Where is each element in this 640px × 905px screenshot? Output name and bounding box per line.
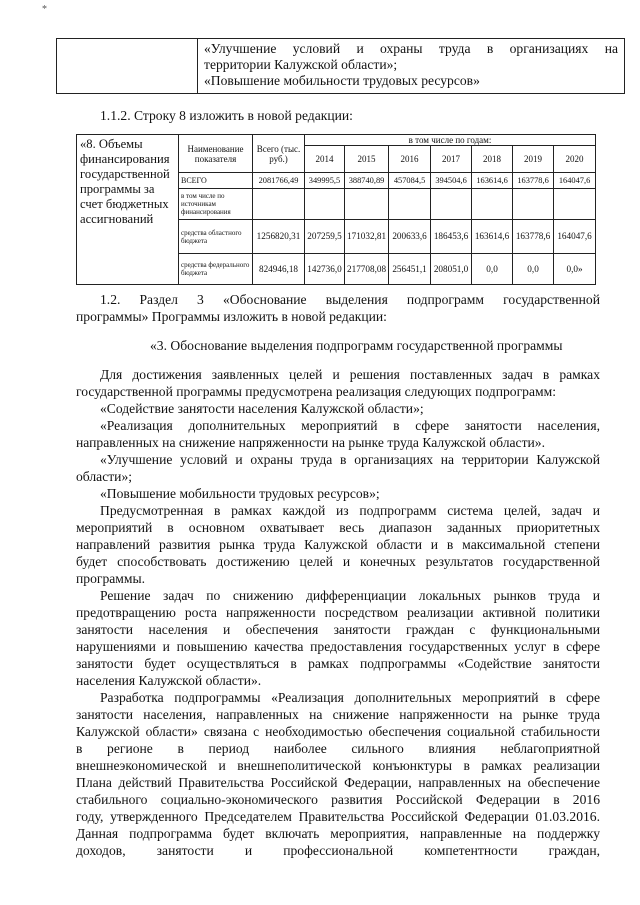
cell-value — [305, 189, 345, 220]
cell-value: 164047,6 — [554, 220, 596, 254]
continuation-line-3: «Повышение мобильности трудовых ресурсов» — [204, 73, 480, 88]
body-line: мероприятий в основном охватывает весь диапазон заданных приоритетных — [76, 520, 600, 535]
cell-value: 163614,6 — [472, 220, 513, 254]
body-line: Для достижения заявленных целей и решения поставленных задач в рамках — [100, 367, 600, 382]
body-line: Предусмотренная в рамках каждой из подпрограмм система целей, задач и — [100, 503, 600, 518]
body-line: предотвращению роста напряженности посредством реализации активной политики — [76, 605, 600, 620]
body-line: области»; — [76, 469, 133, 484]
header-total: Всего (тыс. руб.) — [253, 135, 305, 173]
cell-value: 163614,6 — [472, 173, 513, 189]
body-line: программы. — [76, 571, 146, 586]
header-year: 2016 — [389, 146, 431, 173]
body-line: внешнеэкономической и внешнеполитической конъюнктуры в рамках реализации — [76, 758, 600, 773]
row-total: 2081766,49 — [253, 173, 305, 189]
paragraph-1-1-2: 1.1.2. Строку 8 изложить в новой редакции: — [100, 108, 353, 123]
continuation-table-right-cell — [198, 39, 625, 94]
header-year: 2020 — [554, 146, 596, 173]
row-label: средства областного бюджета — [179, 220, 253, 254]
cell-value: 457084,5 — [389, 173, 431, 189]
header-years-group: в том числе по годам: — [305, 135, 596, 146]
scan-mark: * — [42, 4, 47, 15]
body-line: занятости населения и обеспечения занятости граждан с функциональными — [76, 622, 600, 637]
body-line: занятости будет осуществляться в рамках подпрограммы «Содействие занятости — [76, 656, 600, 671]
cell-value — [345, 189, 389, 220]
cell-value: 256451,1 — [389, 254, 431, 285]
body-line: году, утвержденного Председателем Правительства Российской Федерации 01.03.2016. — [76, 809, 600, 824]
body-line: Разработка подпрограммы «Реализация дополнительных мероприятий в сфере — [100, 690, 600, 705]
cell-value — [431, 189, 472, 220]
cell-value: 142736,0 — [305, 254, 345, 285]
continuation-line-1: «Улучшение условий и охраны труда в организациях на — [204, 41, 618, 56]
cell-value — [472, 189, 513, 220]
cell-value: 171032,81 — [345, 220, 389, 254]
row-total: 824946,18 — [253, 254, 305, 285]
cell-value: 163778,6 — [513, 220, 554, 254]
body-line: стабильного социально-экономического развития Российской Федерации в 2016 — [76, 792, 600, 807]
body-line: будет способствовать достижению целей и конечных результатов государственной — [76, 554, 600, 569]
body-line: занятости населения, направленных на снижение напряженности на рынке труда — [76, 707, 600, 722]
cell-value: 164047,6 — [554, 173, 596, 189]
table-first-cell: «8. Объемы финансирования государственной программы за счет бюджетных ассигнований — [77, 135, 179, 285]
paragraph-1-2-line-1: 1.2. Раздел 3 «Обоснование выделения подпрограмм государственной — [100, 292, 600, 307]
continuation-line-2: территории Калужской области»; — [204, 57, 398, 72]
body-line: «Реализация дополнительных мероприятий в сфере занятости населения, — [100, 418, 600, 433]
row-label: в том числе по источникам финансирования — [179, 189, 253, 220]
continuation-table — [56, 38, 625, 94]
paragraph-1-2-line-2: программы» Программы изложить в новой редакции: — [76, 309, 387, 324]
body-line: Решение задач по снижению дифференциации локальных рынков труда и — [100, 588, 600, 603]
header-year: 2019 — [513, 146, 554, 173]
cell-value: 208051,0 — [431, 254, 472, 285]
cell-value: 200633,6 — [389, 220, 431, 254]
cell-value: 394504,6 — [431, 173, 472, 189]
cell-value: 388740,89 — [345, 173, 389, 189]
cell-value: 0,0 — [472, 254, 513, 285]
cell-value — [513, 189, 554, 220]
cell-value: 163778,6 — [513, 173, 554, 189]
cell-value — [389, 189, 431, 220]
body-line: доходов, занятости и профессиональной компетентности граждан, — [76, 843, 600, 858]
cell-value: 207259,5 — [305, 220, 345, 254]
body-line: Плана действий Правительства Российской Федерации, направленных на обеспечение — [76, 775, 600, 790]
row-total — [253, 189, 305, 220]
body-line: в регионе в период наиболее сильного влияния неблагоприятной — [76, 741, 600, 756]
body-line: «Содействие занятости населения Калужской области»; — [100, 401, 424, 416]
row-label: ВСЕГО — [179, 173, 253, 189]
cell-value: 0,0» — [554, 254, 596, 285]
section-heading: «3. Обоснование выделения подпрограмм государственной программы — [150, 338, 563, 353]
body-line: государственной программы предусмотрена реализация следующих подпрограмм: — [76, 384, 556, 399]
body-line: Калужской области» связана с необходимостью обеспечения социальной стабильности — [76, 724, 600, 739]
body-line: населения Калужской области». — [76, 673, 262, 688]
body-line: Данная подпрограмма будет включать мероприятия, направленные на поддержку — [76, 826, 600, 841]
cell-value: 349995,5 — [305, 173, 345, 189]
header-year: 2018 — [472, 146, 513, 173]
body-line: направлений развития рынка труда Калужской области и в максимальной степени — [76, 537, 600, 552]
cell-value — [554, 189, 596, 220]
budget-table — [76, 134, 596, 285]
row-total: 1256820,31 — [253, 220, 305, 254]
cell-value: 186453,6 — [431, 220, 472, 254]
row-label: средства федерального бюджета — [179, 254, 253, 285]
header-name: Наименование показателя — [179, 135, 253, 173]
header-year: 2014 — [305, 146, 345, 173]
body-line: «Улучшение условий и охраны труда в организациях на территории Калужской — [100, 452, 600, 467]
body-line: нарушениями и повышению качества предоставления государственных услуг в сфере — [76, 639, 600, 654]
body-line: «Повышение мобильности трудовых ресурсов»; — [100, 486, 380, 501]
header-year: 2015 — [345, 146, 389, 173]
continuation-table-left-cell — [57, 39, 198, 94]
cell-value: 0,0 — [513, 254, 554, 285]
cell-value: 217708,08 — [345, 254, 389, 285]
header-year: 2017 — [431, 146, 472, 173]
body-line: направленных на снижение напряженности на рынке труда Калужской области». — [76, 435, 545, 450]
